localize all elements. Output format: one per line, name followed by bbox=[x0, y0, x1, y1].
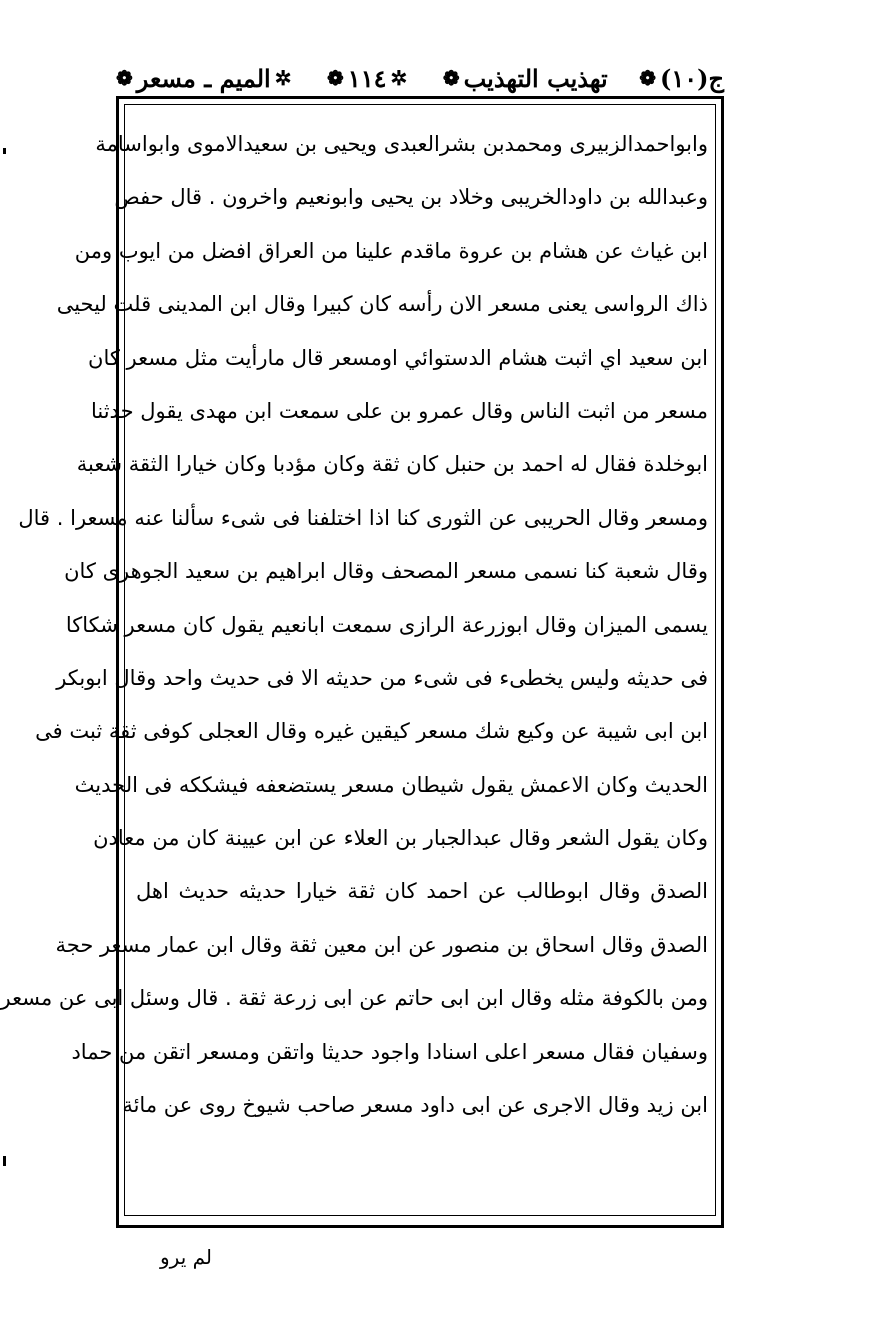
header-page-number bbox=[323, 64, 411, 93]
text-line: يسمى الميزان وقال ابوزرعة الرازى سمعت ابانعيم يقول كان مسعر شكاكا bbox=[65, 612, 708, 637]
ornament-icon: ❁ bbox=[442, 66, 460, 90]
header-volume bbox=[635, 64, 724, 93]
text-line: مسعر من اثبت الناس وقال عمرو بن على سمعت ابن مهدى يقول حدثنا bbox=[90, 398, 708, 423]
text-line: فى حديثه وليس يخطىء فى شىء من حديثه الا فى حديث واحد وقال ابوبكر bbox=[56, 665, 708, 690]
ornament-icon: ❁ bbox=[327, 66, 344, 90]
text-line: ابن سعيد اي اثبت هشام الدستوائي اومسعر قال مارأيت مثل مسعر كان bbox=[88, 345, 708, 370]
text-line: الصدق وقال ابوطالب عن احمد كان ثقة خيارا حديثه حديث اهل bbox=[136, 879, 708, 904]
text-line: ومسعر وقال الحريبى عن الثورى كنا اذا اختلفنا فى شىء سألنا عنه مسعرا . قال bbox=[18, 505, 708, 530]
text-line: ابن غياث عن هشام بن عروة ماقدم علينا من العراق افضل من ايوب ومن bbox=[74, 238, 708, 263]
header-book-title bbox=[439, 64, 608, 93]
ornament-icon: ❁ bbox=[116, 66, 133, 90]
text-line: وقال شعبة كنا نسمى مسعر المصحف وقال ابراهيم بن سعيد الجوهرى كان bbox=[64, 559, 708, 584]
body-text bbox=[0, 118, 708, 1212]
ornament-icon: ✲ bbox=[274, 66, 292, 90]
footnote: لم يرو bbox=[160, 1245, 213, 1269]
text-line: الصدق وقال اسحاق بن منصور عن ابن معين ثقة وقال ابن عمار مسعر حجة bbox=[55, 932, 708, 957]
running-header bbox=[112, 58, 724, 98]
volume-label: ج(١٠) bbox=[660, 63, 724, 93]
header-section bbox=[112, 64, 295, 93]
book-title: تهذيب التهذيب bbox=[463, 63, 608, 93]
text-line: ذاك الرواسى يعنى مسعر الان رأسه كان كبيرا وقال ابن المدينى قلت ليحيى bbox=[56, 292, 708, 317]
ornament-icon: ✲ bbox=[390, 66, 408, 90]
text-line: ابوخلدة فقال له احمد بن حنبل كان ثقة وكان مؤدبا وكان خيارا الثقة شعبة bbox=[76, 452, 708, 477]
text-line: وابواحمدالزبيرى ومحمدبن بشرالعبدى ويحيى بن سعيدالاموى وابواسامة bbox=[95, 132, 708, 156]
text-line: وسفيان فقال مسعر اعلى اسنادا واجود حديثا واتقن ومسعر اتقن من حماد bbox=[71, 1039, 708, 1064]
section-title: الميم ـ مسعر bbox=[136, 63, 271, 93]
text-line: الحديث وكان الاعمش يقول شيطان مسعر يستضعفه فيشككه فى الحديث bbox=[74, 772, 708, 797]
text-line: وكان يقول الشعر وقال عبدالجبار بن العلاء عن ابن عيينة كان من معادن bbox=[93, 826, 708, 851]
ornament-icon: ❁ bbox=[639, 66, 656, 90]
scan-edge-mark bbox=[3, 148, 6, 154]
scan-edge-mark bbox=[3, 1156, 6, 1166]
text-line: ابن ابى شيبة عن وكيع شك مسعر كيقين غيره وقال العجلى كوفى ثقة ثبت فى bbox=[35, 719, 708, 744]
text-line: ومن بالكوفة مثله وقال ابن ابى حاتم عن ابى زرعة ثقة . قال وسئل ابى عن مسعر bbox=[0, 986, 708, 1011]
text-line: ابن زيد وقال الاجرى عن ابى داود مسعر صاحب شيوخ روى عن مائة bbox=[122, 1093, 708, 1118]
text-line: وعبدالله بن داودالخريبى وخلاد بن يحيى وابونعيم واخرون . قال حفص bbox=[114, 185, 708, 210]
page-number: ١١٤ bbox=[347, 63, 387, 93]
